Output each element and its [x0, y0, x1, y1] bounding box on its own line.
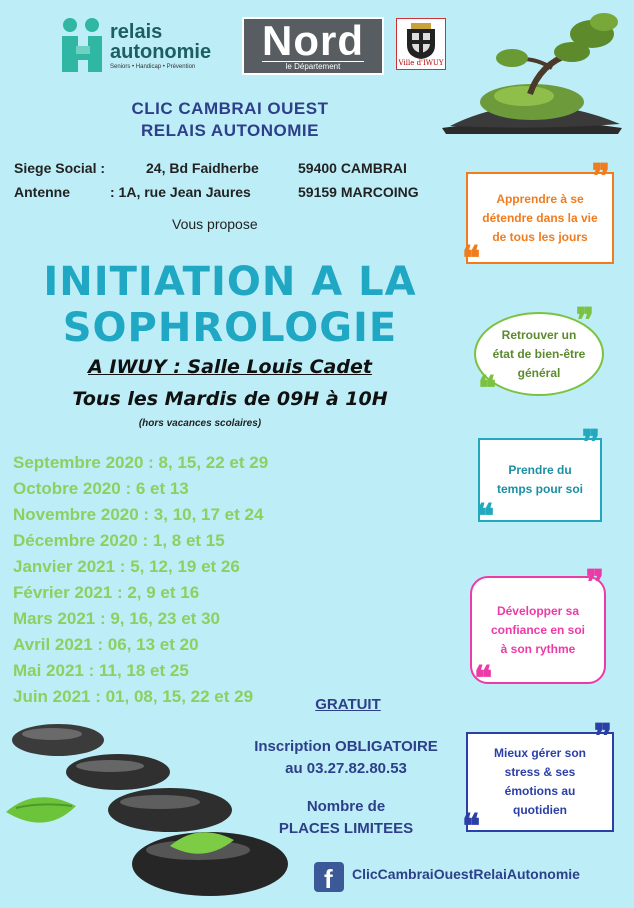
date-item: Juin 2021 : 01, 08, 15, 22 et 29 [13, 687, 254, 706]
antenne-label: Antenne [14, 184, 70, 200]
date-item: Décembre 2020 : 1, 8 et 15 [13, 531, 225, 550]
date-item: Septembre 2020 : 8, 15, 22 et 29 [13, 453, 269, 472]
nord-title: Nord [262, 17, 364, 64]
quote-box-detente [462, 157, 614, 279]
siege-label: Siege Social : [14, 160, 106, 176]
quote-box-temps [476, 423, 602, 537]
session-schedule: Tous les Mardis de 09H à 10H [72, 388, 388, 410]
clic-title [0, 98, 460, 142]
quote-mark-icon: ❝ [474, 659, 493, 699]
bonsai-illustration [432, 8, 628, 136]
clic-title-line1: CLIC CAMBRAI OUEST [131, 99, 329, 118]
quote-text: Retrouver un état de bien-être général [492, 327, 586, 380]
facebook-handle[interactable]: ClicCambraiOuestRelaiAutonomie [352, 866, 580, 882]
quote-mark-icon: ❞ [575, 301, 594, 341]
quote-text: Prendre du temps pour soi [496, 463, 583, 496]
session-location: A IWUY : Salle Louis Cadet [88, 356, 372, 378]
intro-text: Vous propose [172, 216, 258, 232]
session-note: (hors vacances scolaires) [138, 418, 262, 429]
relais-people-icon [58, 16, 106, 76]
relais-tagline: Seniors • Handicap • Prévention [110, 64, 196, 70]
nord-subtitle: le Département [262, 61, 364, 71]
relais-title: relais autonomie [110, 21, 212, 63]
quote-mark-icon: ❞ [581, 423, 600, 463]
date-item: Novembre 2020 : 3, 10, 17 et 24 [13, 505, 264, 524]
iwuy-caption: Ville d'IWUY [398, 59, 444, 67]
inscription-label: Inscription OBLIGATOIRE [254, 738, 438, 755]
quote-mark-icon: ❞ [591, 157, 610, 197]
places-line2: PLACES LIMITEES [278, 820, 414, 837]
headline-line2: SOPHROLOGIE [62, 305, 398, 351]
date-item: Avril 2021 : 06, 13 et 20 [13, 635, 199, 654]
date-item: Février 2021 : 2, 9 et 16 [13, 583, 200, 602]
date-item: Janvier 2021 : 5, 12, 19 et 26 [13, 557, 240, 576]
siege-street: 24, Bd Faidherbe [146, 160, 259, 176]
quote-text: Mieux gérer son stress & ses émotions au quotidien [493, 746, 587, 817]
antenne-street: : 1A, rue Jean Jaures [110, 184, 251, 200]
quote-text: Apprendre à se détendre dans la vie de tous les jours [482, 191, 598, 244]
quote-box-bien-etre [474, 301, 604, 409]
quote-mark-icon: ❞ [593, 717, 612, 757]
quote-mark-icon: ❝ [462, 807, 481, 847]
quote-mark-icon: ❞ [585, 563, 604, 603]
places-line1: Nombre de [306, 798, 386, 815]
phone-number[interactable]: au 03.27.82.80.53 [285, 760, 407, 777]
date-item: Octobre 2020 : 6 et 13 [13, 479, 189, 498]
gratuit-label: GRATUIT [315, 696, 381, 713]
nord-departement-logo [242, 17, 384, 75]
antenne-city: 59159 MARCOING [298, 184, 419, 200]
facebook-icon[interactable] [314, 862, 344, 892]
date-item: Mars 2021 : 9, 16, 23 et 30 [13, 609, 220, 628]
clic-title-line2: RELAIS AUTONOMIE [140, 121, 319, 140]
quote-box-confiance [470, 563, 606, 699]
headline-line1: INITIATION A LA [43, 259, 417, 305]
relais-autonomie-logo [58, 16, 238, 78]
facebook-f-glyph: f [324, 864, 333, 894]
quote-mark-icon: ❝ [476, 497, 495, 537]
quote-text: Développer sa confiance en soi à son rythme [490, 603, 586, 656]
zen-stones-illustration [0, 716, 300, 908]
dates-list [13, 450, 268, 710]
date-item: Mai 2021 : 11, 18 et 25 [13, 661, 189, 680]
siege-city: 59400 CAMBRAI [298, 160, 407, 176]
quote-box-stress [462, 717, 614, 847]
quote-mark-icon: ❝ [478, 369, 497, 409]
quote-mark-icon: ❝ [462, 239, 481, 279]
